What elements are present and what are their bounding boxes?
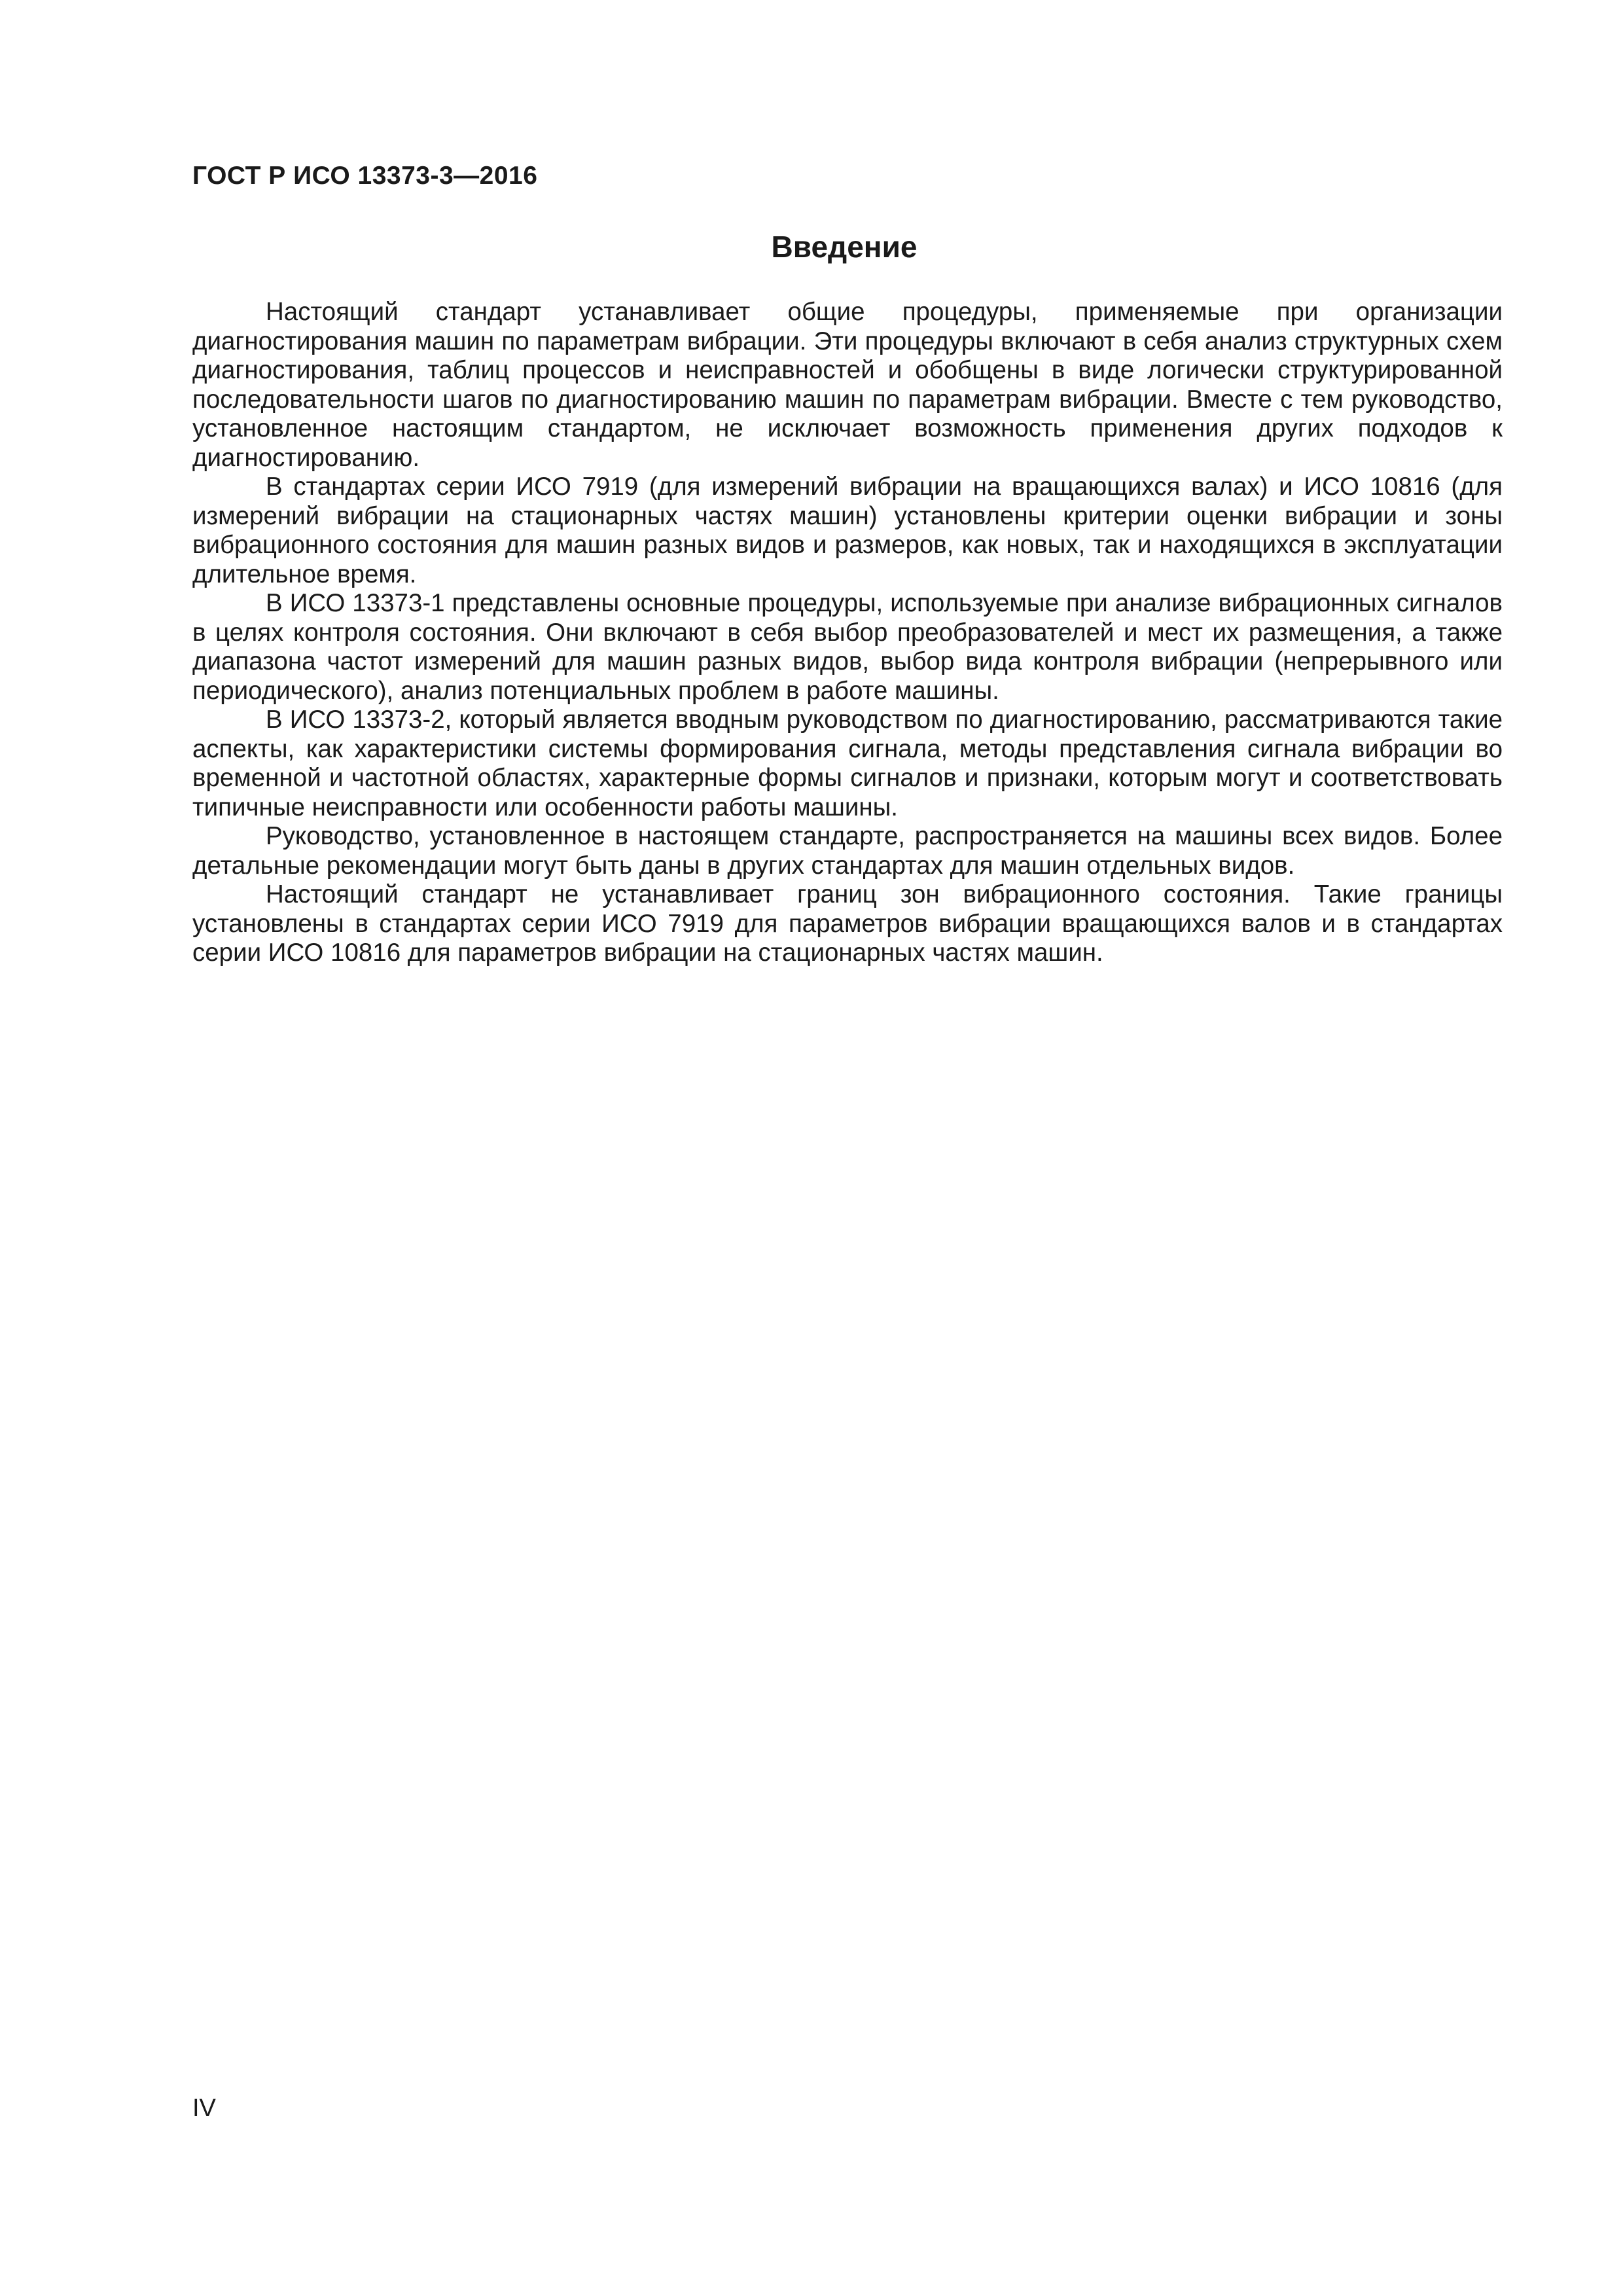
paragraph: В ИСО 13373-1 представлены основные процедуры, используемые при анализе вибрационных сигналов в целях контроля состояния. Они включают в себя выбор преобразователей и мест их размещения, а также диапазона частот измерений для машин разных видов, выбор вида контроля вибрации (непрерывного или периодического), анализ потенциальных проблем в работе машины. bbox=[192, 589, 1503, 705]
section-title: Введение bbox=[771, 230, 918, 264]
standard-id-header: ГОСТ Р ИСО 13373-3—2016 bbox=[192, 162, 538, 190]
paragraph: Настоящий стандарт не устанавливает границ зон вибрационного состояния. Такие границы установлены в стандартах серии ИСО 7919 для параметров вибрации вращающихся валов и в стандартах серии ИСО 10816 для параметров вибрации на стационарных частях машин. bbox=[192, 880, 1503, 967]
document-body bbox=[192, 298, 1503, 968]
paragraph: Настоящий стандарт устанавливает общие процедуры, применяемые при организации диагностирования машин по параметрам вибрации. Эти процедуры включают в себя анализ структурных схем диагностирования, таблиц процессов и неисправностей и обобщены в виде логически структурированной последовательности шагов по диагностированию машин по параметрам вибрации. Вместе с тем руководство, установленное настоящим стандартом, не исключает возможность применения других подходов к диагностированию. bbox=[192, 298, 1503, 472]
paragraph: В стандартах серии ИСО 7919 (для измерений вибрации на вращающихся валах) и ИСО 10816 (для измерений вибрации на стационарных частях машин) установлены критерии оценки вибрации и зоны вибрационного состояния для машин разных видов и размеров, как новых, так и находящихся в эксплуатации длительное время. bbox=[192, 473, 1503, 588]
page-number: IV bbox=[192, 2094, 216, 2122]
paragraph: В ИСО 13373-2, который является вводным руководством по диагностированию, рассматриваются такие аспекты, как характеристики системы формирования сигнала, методы представления сигнала вибрации во временной и частотной областях, характерные формы сигналов и признаки, которым могут и соответствовать типичные неисправности или особенности работы машины. bbox=[192, 706, 1503, 821]
paragraph: Руководство, установленное в настоящем стандарте, распространяется на машины всех видов. Более детальные рекомендации могут быть даны в других стандартах для машин отдельных видов. bbox=[192, 822, 1503, 880]
